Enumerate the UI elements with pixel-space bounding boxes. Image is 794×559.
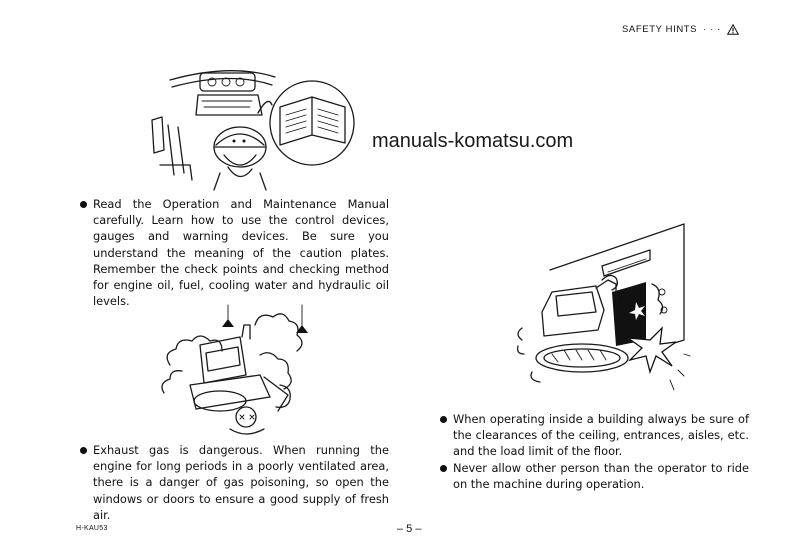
bullet-dot <box>440 465 447 472</box>
bullet-dot <box>80 201 87 208</box>
section-label: SAFETY HINTS <box>622 24 698 35</box>
exhaust-gas-illustration <box>160 305 320 440</box>
exhaust-hint-text: Exhaust gas is dangerous. When running the engine for long periods in a poorly ventilated area, there is a danger of gas poisoning, so open the windows or doors to ensure a good supply of fresh air. <box>93 443 389 522</box>
header-dots: · · · <box>703 24 721 35</box>
exhaust-hint <box>80 442 389 523</box>
operator-hint-text: Never allow other person than the operator to ride on the machine during operation. <box>453 461 749 492</box>
bullet-dot <box>80 447 87 454</box>
warning-triangle-icon <box>727 24 739 35</box>
operator-hint <box>440 460 749 492</box>
machine-in-building-illustration <box>512 220 692 395</box>
operator-reading-manual-illustration <box>140 55 365 195</box>
building-hint <box>440 411 749 460</box>
bullet-dot <box>440 416 447 423</box>
manual-hint <box>80 196 389 309</box>
page-header <box>622 24 739 35</box>
manual-hint-text: Read the Operation and Maintenance Manual carefully. Learn how to use the control devices, gauges and warning devices. Be sure you understand the meaning of the caution plates. Remember the check points and checking method for engine oil, fuel, cooling water and hydraulic oil levels. <box>93 197 389 309</box>
building-hint-text: When operating inside a building always be sure of the clearances of the ceiling, entrances, aisles, etc. and the load limit of the floor. <box>453 412 749 459</box>
document-code: H-KAU53 <box>76 525 108 532</box>
page-number: – 5 – <box>397 523 422 535</box>
watermark: manuals-komatsu.com <box>372 130 574 152</box>
